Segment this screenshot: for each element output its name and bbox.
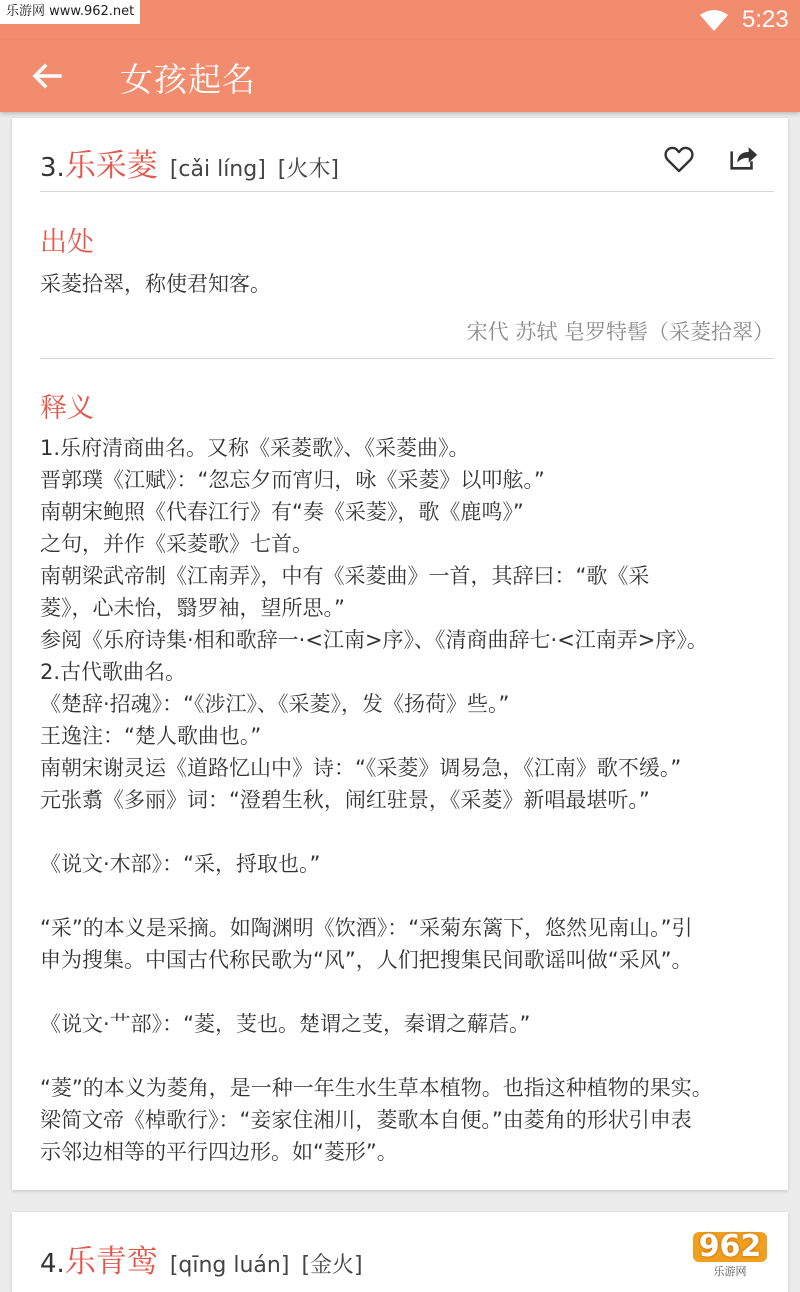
watermark-subtitle: 乐游网 [713,1264,747,1278]
name-element: [火木] [277,157,339,182]
source-text: 采菱拾翠，称使君知客。 [40,272,271,296]
definition-line: “采”的本义是采摘。如陶渊明《饮酒》：“采菊东篱下，悠然见南山。”引 [40,916,693,940]
definition-heading: 释义 [40,393,94,424]
definition-line: 南朝梁武帝制《江南弄》，中有《采菱曲》一首，其辞曰：“歌《采 [40,564,650,588]
definition-line: 之句，并作《采菱歌》七首。 [40,532,313,556]
blank-line [40,1040,784,1072]
name-chars: 乐青鸾 [64,1244,158,1280]
definition-line: 梁简文帝《棹歌行》：“妾家住湘川，菱歌本自便。”由菱角的形状引申表 [40,1108,692,1132]
definition-line: 元张翥《多丽》词：“澄碧生秋，闹红驻景，《采菱》新唱最堪听。” [40,788,650,812]
definition-line: 2.古代歌曲名。 [40,660,187,684]
name-header [40,1236,363,1280]
favorite-button[interactable] [662,142,696,176]
source-attribution: 宋代 苏轼 皂罗特髻（采菱拾翠） [466,320,774,344]
name-chars: 乐采菱 [64,148,158,184]
app-toolbar [0,40,800,112]
blank-line [40,976,784,1008]
arrow-left-icon [32,63,62,89]
status-clock: 5:23 [742,6,789,33]
definition-line: 《说文·木部》：“采，捋取也。” [40,852,321,876]
name-element: [金火] [301,1253,363,1278]
heart-outline-icon [662,142,696,176]
definition-line: 晋郭璞《江赋》：“忽忘夕而宵归，咏《采菱》以叩舷。” [40,468,545,492]
page-title: 女孩起名 [120,60,256,99]
definition-line: 《楚辞·招魂》：“《涉江》、《采菱》，发《扬荷》些。” [40,692,510,716]
share-icon [726,140,760,174]
definition-line: 示邻边相等的平行四边形。如“菱形”。 [40,1140,398,1164]
share-button[interactable] [726,140,760,174]
definition-line: 南朝宋鲍照《代春江行》有“奏《采菱》，歌《鹿鸣》” [40,500,524,524]
section-divider [40,358,774,359]
watermark-label: 乐游网 www.962.net [0,0,140,24]
watermark-logo: 962 [693,1232,768,1262]
name-number: 4. [40,1249,65,1279]
header-divider [40,191,774,192]
back-button[interactable] [22,52,72,100]
definition-line: 菱》，心未怡，翳罗袖，望所思。” [40,596,345,620]
definition-line: 1.乐府清商曲名。又称《采菱歌》、《采菱曲》。 [40,436,470,460]
name-number: 3. [40,153,65,183]
definition-line: 南朝宋谢灵运《道路忆山中》诗：“《采菱》调易急，《江南》歌不缓。” [40,756,682,780]
definition-line: “菱”的本义为菱角，是一种一年生水生草本植物。也指这种植物的果实。 [40,1076,713,1100]
definition-line: 《说文·艹部》：“菱，芰也。楚谓之芰，秦谓之薢茩。” [40,1012,531,1036]
source-heading: 出处 [40,227,94,258]
wifi-icon [700,10,728,32]
name-pinyin: [cǎi líng] [169,157,266,182]
watermark-badge [664,1228,796,1278]
definition-body [40,432,784,1168]
status-bar [0,0,800,40]
blank-line [40,880,784,912]
name-header [40,140,339,184]
name-pinyin: [qīng luán] [169,1253,290,1278]
name-card [12,118,788,1190]
blank-line [40,816,784,848]
definition-line: 王逸注：“楚人歌曲也。” [40,724,262,748]
definition-line: 申为搜集。中国古代称民歌为“风”，人们把搜集民间歌谣叫做“采风”。 [40,948,693,972]
definition-line: 参阅《乐府诗集·相和歌辞一·<江南>序》、《清商曲辞七·<江南弄>序》。 [40,628,708,652]
